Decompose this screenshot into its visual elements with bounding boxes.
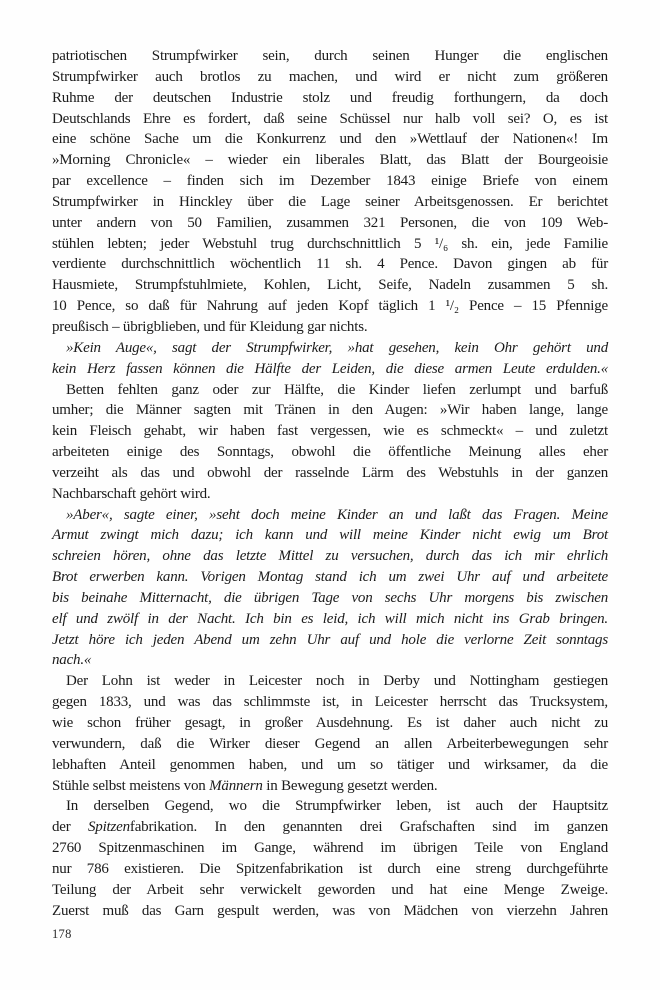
paragraph: [52, 338, 608, 380]
text-segment: kein Herz fassen können die Hälfte der Leiden, die diese armen Leute erdulden.«: [52, 360, 608, 377]
text-line: [52, 150, 608, 171]
text-segment: »Aber«, sagte einer, »seht doch meine Kinder an und laßt das Fragen. Meine: [66, 506, 608, 523]
text-segment: Brot erwerben kann. Vorigen Montag stand ich um zwei Uhr auf und arbeitete: [52, 569, 608, 586]
text-line: [52, 192, 608, 213]
paragraph: [52, 796, 608, 921]
text-segment: 10 Pence, so daß für Nahrung auf jeden Kopf täglich 1 ¹/₂ Pence – 15 Pfennige: [52, 298, 608, 315]
paragraph: [52, 671, 608, 796]
text-segment: par excellence – finden sich im Dezember 1843 einige Briefe von einem: [52, 173, 608, 190]
text-segment: arbeiteten einige des Sonntags, obwohl die öffentliche Meinung alles eher: [52, 444, 608, 461]
text-line: [52, 46, 608, 67]
text-segment: »Kein Auge«, sagt der Strumpfwirker, »hat gesehen, kein Ohr gehört und: [66, 339, 608, 356]
text-line: [52, 421, 608, 442]
text-segment: schreien hören, ohne das letzte Mittel zu versuchen, durch das ich mir ehrlich: [52, 548, 608, 565]
text-line: [52, 796, 608, 817]
text-segment: Zuerst muß das Garn gespult werden, was von Mädchen von vierzehn Jahren: [52, 902, 608, 919]
text-segment: Spitzen: [87, 819, 130, 836]
text-line: [52, 463, 608, 484]
text-line: [52, 400, 608, 421]
text-segment: Jetzt höre ich jeden Abend um zehn Uhr auf und hole die verlorne Zeit sonntags: [52, 631, 608, 648]
text-line: [52, 88, 608, 109]
text-line: [52, 588, 608, 609]
text-line: [52, 734, 608, 755]
text-line: [52, 338, 608, 359]
text-line: [52, 567, 608, 588]
text-segment: umher; die Männer sagten mit Tränen in den Augen: »Wir haben lange, lange: [52, 402, 608, 419]
text-line: [52, 630, 608, 651]
text-segment: elf und zwölf in der Nacht. Ich bin es leid, ich will mich nicht ins Grab bringen.: [52, 610, 608, 627]
text-segment: Deutschlands Ehre es fordert, daß seine Schüssel nur halb voll sei? O, es ist: [52, 110, 608, 127]
text-segment: eine schöne Sache um die Konkurrenz und den »Wettlauf der Nationen«! Im: [52, 131, 608, 148]
text-line: [52, 317, 608, 338]
paragraph: [52, 46, 608, 338]
text-line: [52, 254, 608, 275]
text-line: [52, 671, 608, 692]
text-segment: in Bewegung gesetzt werden.: [262, 777, 438, 794]
text-line: [52, 859, 608, 880]
text-segment: nur 786 existieren. Die Spitzenfabrikation ist durch eine streng durchgeführte: [52, 860, 608, 877]
text-line: [52, 213, 608, 234]
text-line: [52, 776, 608, 797]
text-segment: stühlen lebten; jeder Webstuhl trug durchschnittlich 5 ¹/₆ sh. ein, jede Familie: [52, 235, 608, 252]
text-line: [52, 234, 608, 255]
text-segment: 2760 Spitzenmaschinen im Gange, während im übrigen Teile von England: [52, 840, 608, 857]
page-number: 178: [52, 927, 72, 941]
text-segment: wie schon früher gesagt, in großer Ausdehnung. Es ist daher auch nicht zu: [52, 715, 608, 731]
text-segment: der: [52, 819, 88, 836]
text-line: [52, 484, 608, 505]
text-segment: Betten fehlten ganz oder zur Hälfte, die Kinder liefen zerlumpt und barfuß: [66, 381, 608, 398]
text-line: [52, 755, 608, 776]
text-segment: Männern: [209, 777, 263, 794]
text-segment: Ruhme der deutschen Industrie stolz und freudig forthungern, da doch: [52, 89, 608, 106]
text-line: [52, 129, 608, 150]
text-segment: Hausmiete, Strumpfstuhlmiete, Kohlen, Licht, Seife, Nadeln zusammen 5 sh.: [52, 277, 608, 294]
text-line: [52, 713, 608, 734]
text-line: [52, 901, 608, 922]
text-line: [52, 67, 608, 88]
text-segment: »Morning Chronicle« – wieder ein liberales Blatt, das Blatt der Bourgeoisie: [52, 152, 608, 169]
text-segment: unter andern von 50 Familien, zusammen 321 Personen, die von 109 Web-: [52, 214, 608, 231]
text-line: [52, 296, 608, 317]
paragraph: [52, 380, 608, 505]
text-line: [52, 838, 608, 859]
text-line: [52, 650, 608, 671]
text-segment: In derselben Gegend, wo die Strumpfwirker leben, ist auch der Hauptsitz: [66, 798, 608, 815]
text-line: [52, 692, 608, 713]
text-segment: bis beinahe Mitternacht, die übrigen Tage von sechs Uhr morgens bis zwischen: [52, 589, 608, 606]
text-line: [52, 505, 608, 526]
text-line: [52, 525, 608, 546]
text-line: [52, 275, 608, 296]
page-text: [52, 46, 608, 921]
text-segment: Stühle selbst meistens von: [52, 777, 210, 794]
text-line: [52, 442, 608, 463]
text-line: [52, 817, 608, 838]
text-segment: verdiente durchschnittlich wöchentlich 11 sh. 4 Pence. Davon gingen ab für: [52, 256, 608, 273]
text-segment: lebhaften Anteil genommen haben, und um so tätiger und wirksamer, da die: [52, 756, 608, 773]
text-segment: Strumpfwirker in Hinckley über die Lage seiner Arbeitsgenossen. Er berichtet: [52, 193, 608, 210]
text-segment: Teilung der Arbeit sehr verwickelt geworden und hat eine Menge Zweige.: [52, 881, 608, 898]
text-segment: Strumpfwirker auch brotlos zu machen, und wird er nicht zum größeren: [52, 68, 608, 85]
text-line: [52, 609, 608, 630]
text-segment: Der Lohn ist weder in Leicester noch in Derby und Nottingham gestiegen: [66, 673, 608, 690]
text-line: [52, 546, 608, 567]
text-segment: patriotischen Strumpfwirker sein, durch seinen Hunger die englischen: [52, 48, 608, 64]
text-line: [52, 359, 608, 380]
text-line: [52, 380, 608, 401]
text-segment: Nachbarschaft gehört wird.: [52, 485, 211, 502]
text-segment: gegen 1833, und was das schlimmste ist, in Leicester herrscht das Trucksystem,: [52, 694, 608, 711]
text-line: [52, 109, 608, 130]
text-segment: Armut zwingt mich dazu; ich kann und will meine Kinder nicht ewig um Brot: [52, 527, 608, 544]
text-segment: preußisch – übrigblieben, und für Kleidung gar nichts.: [52, 318, 368, 335]
text-segment: fabrikation. In den genannten drei Grafschaften sind im ganzen: [129, 819, 608, 836]
text-segment: verwundern, daß die Wirker dieser Gegend an allen Arbeiterbewegungen sehr: [52, 735, 608, 752]
text-line: [52, 171, 608, 192]
text-segment: kein Fleisch gehabt, wir haben fast vergessen, wie es schmeckt« – und zuletzt: [52, 423, 608, 440]
text-line: [52, 880, 608, 901]
paragraph: [52, 505, 608, 672]
text-segment: nach.«: [52, 652, 92, 669]
text-segment: verzeiht als das und obwohl der rasselnde Lärm des Webstuhls in der ganzen: [52, 464, 608, 481]
